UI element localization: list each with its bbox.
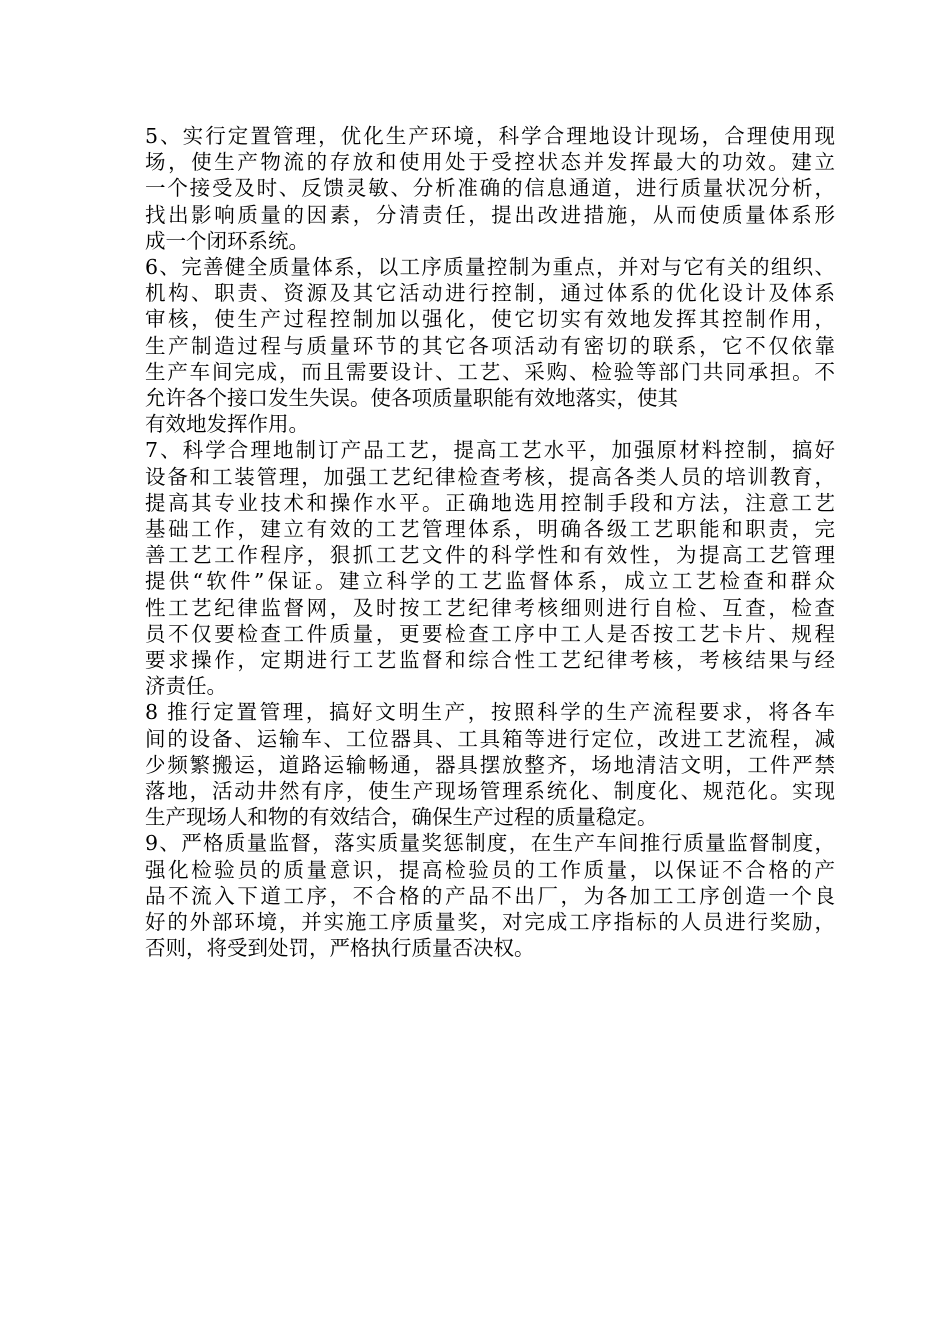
text-line: 员不仅要检查工件质量，更要检查工序中工人是否按工艺卡片、规程 [145, 621, 835, 646]
text-line: 8 推行定置管理，搞好文明生产，按照科学的生产流程要求，将各车 [145, 700, 835, 725]
text-line: 济责任。 [145, 674, 227, 699]
text-line: 7、科学合理地制订产品工艺，提高工艺水平，加强原材料控制，搞好 [145, 438, 835, 463]
text-line: 设备和工装管理，加强工艺纪律检查考核，提高各类人员的培训教育， [145, 464, 835, 489]
text-line: 性工艺纪律监督网，及时按工艺纪律考核细则进行自检、互查，检查 [145, 595, 835, 620]
text-line: 9、严格质量监督，落实质量奖惩制度，在生产车间推行质量监督制度， [145, 831, 835, 856]
paragraph-5 [145, 123, 835, 254]
text-line: 有效地发挥作用。 [145, 412, 309, 437]
paragraph-6 [145, 254, 835, 437]
text-line: 否则，将受到处罚，严格执行质量否决权。 [145, 936, 535, 961]
text-line: 落地，活动井然有序，使生产现场管理系统化、制度化、规范化。实现 [145, 779, 835, 804]
text-line: 成一个闭环系统。 [145, 228, 309, 253]
text-line: 基础工作，建立有效的工艺管理体系，明确各级工艺职能和职责，完 [145, 517, 835, 542]
document-body [145, 123, 835, 962]
text-line: 场，使生产物流的存放和使用处于受控状态并发挥最大的功效。建立 [145, 150, 835, 175]
text-line: 生产车间完成，而且需要设计、工艺、采购、检验等部门共同承担。不 [145, 359, 835, 384]
text-line: 一个接受及时、反馈灵敏、分析准确的信息通道，进行质量状况分析， [145, 176, 835, 201]
text-line: 要求操作，定期进行工艺监督和综合性工艺纪律考核，考核结果与经 [145, 648, 835, 673]
text-line: 6、完善健全质量体系，以工序质量控制为重点，并对与它有关的组织、 [145, 255, 835, 280]
text-line: 提供“软件”保证。建立科学的工艺监督体系，成立工艺检查和群众 [145, 569, 835, 594]
text-line: 好的外部环境，并实施工序质量奖，对完成工序指标的人员进行奖励， [145, 910, 835, 935]
text-line: 5、实行定置管理，优化生产环境，科学合理地设计现场，合理使用现 [145, 124, 835, 148]
text-line: 找出影响质量的因素，分清责任，提出改进措施，从而使质量体系形 [145, 202, 835, 227]
text-line: 审核，使生产过程控制加以强化，使它切实有效地发挥其控制作用， [145, 307, 835, 332]
text-line: 间的设备、运输车、工位器具、工具箱等进行定位，改进工艺流程，减 [145, 726, 835, 751]
text-line: 少频繁搬运，道路运输畅通，器具摆放整齐，场地清洁文明，工件严禁 [145, 752, 835, 777]
paragraph-7 [145, 437, 835, 699]
paragraph-8 [145, 699, 835, 830]
text-line: 生产现场人和物的有效结合，确保生产过程的质量稳定。 [145, 805, 658, 830]
text-line: 强化检验员的质量意识，提高检验员的工作质量，以保证不合格的产 [145, 857, 835, 882]
paragraph-9 [145, 830, 835, 961]
text-line: 品不流入下道工序，不合格的产品不出厂，为各加工工序创造一个良 [145, 883, 835, 908]
text-line: 允许各个接口发生失误。使各项质量职能有效地落实，使其 [145, 386, 678, 411]
text-line: 提高其专业技术和操作水平。正确地选用控制手段和方法，注意工艺 [145, 490, 835, 515]
text-line: 善工艺工作程序，狠抓工艺文件的科学性和有效性，为提高工艺管理 [145, 543, 835, 568]
text-line: 生产制造过程与质量环节的其它各项活动有密切的联系，它不仅依靠 [145, 333, 835, 358]
text-line: 机构、职责、资源及其它活动进行控制，通过体系的优化设计及体系 [145, 281, 835, 306]
